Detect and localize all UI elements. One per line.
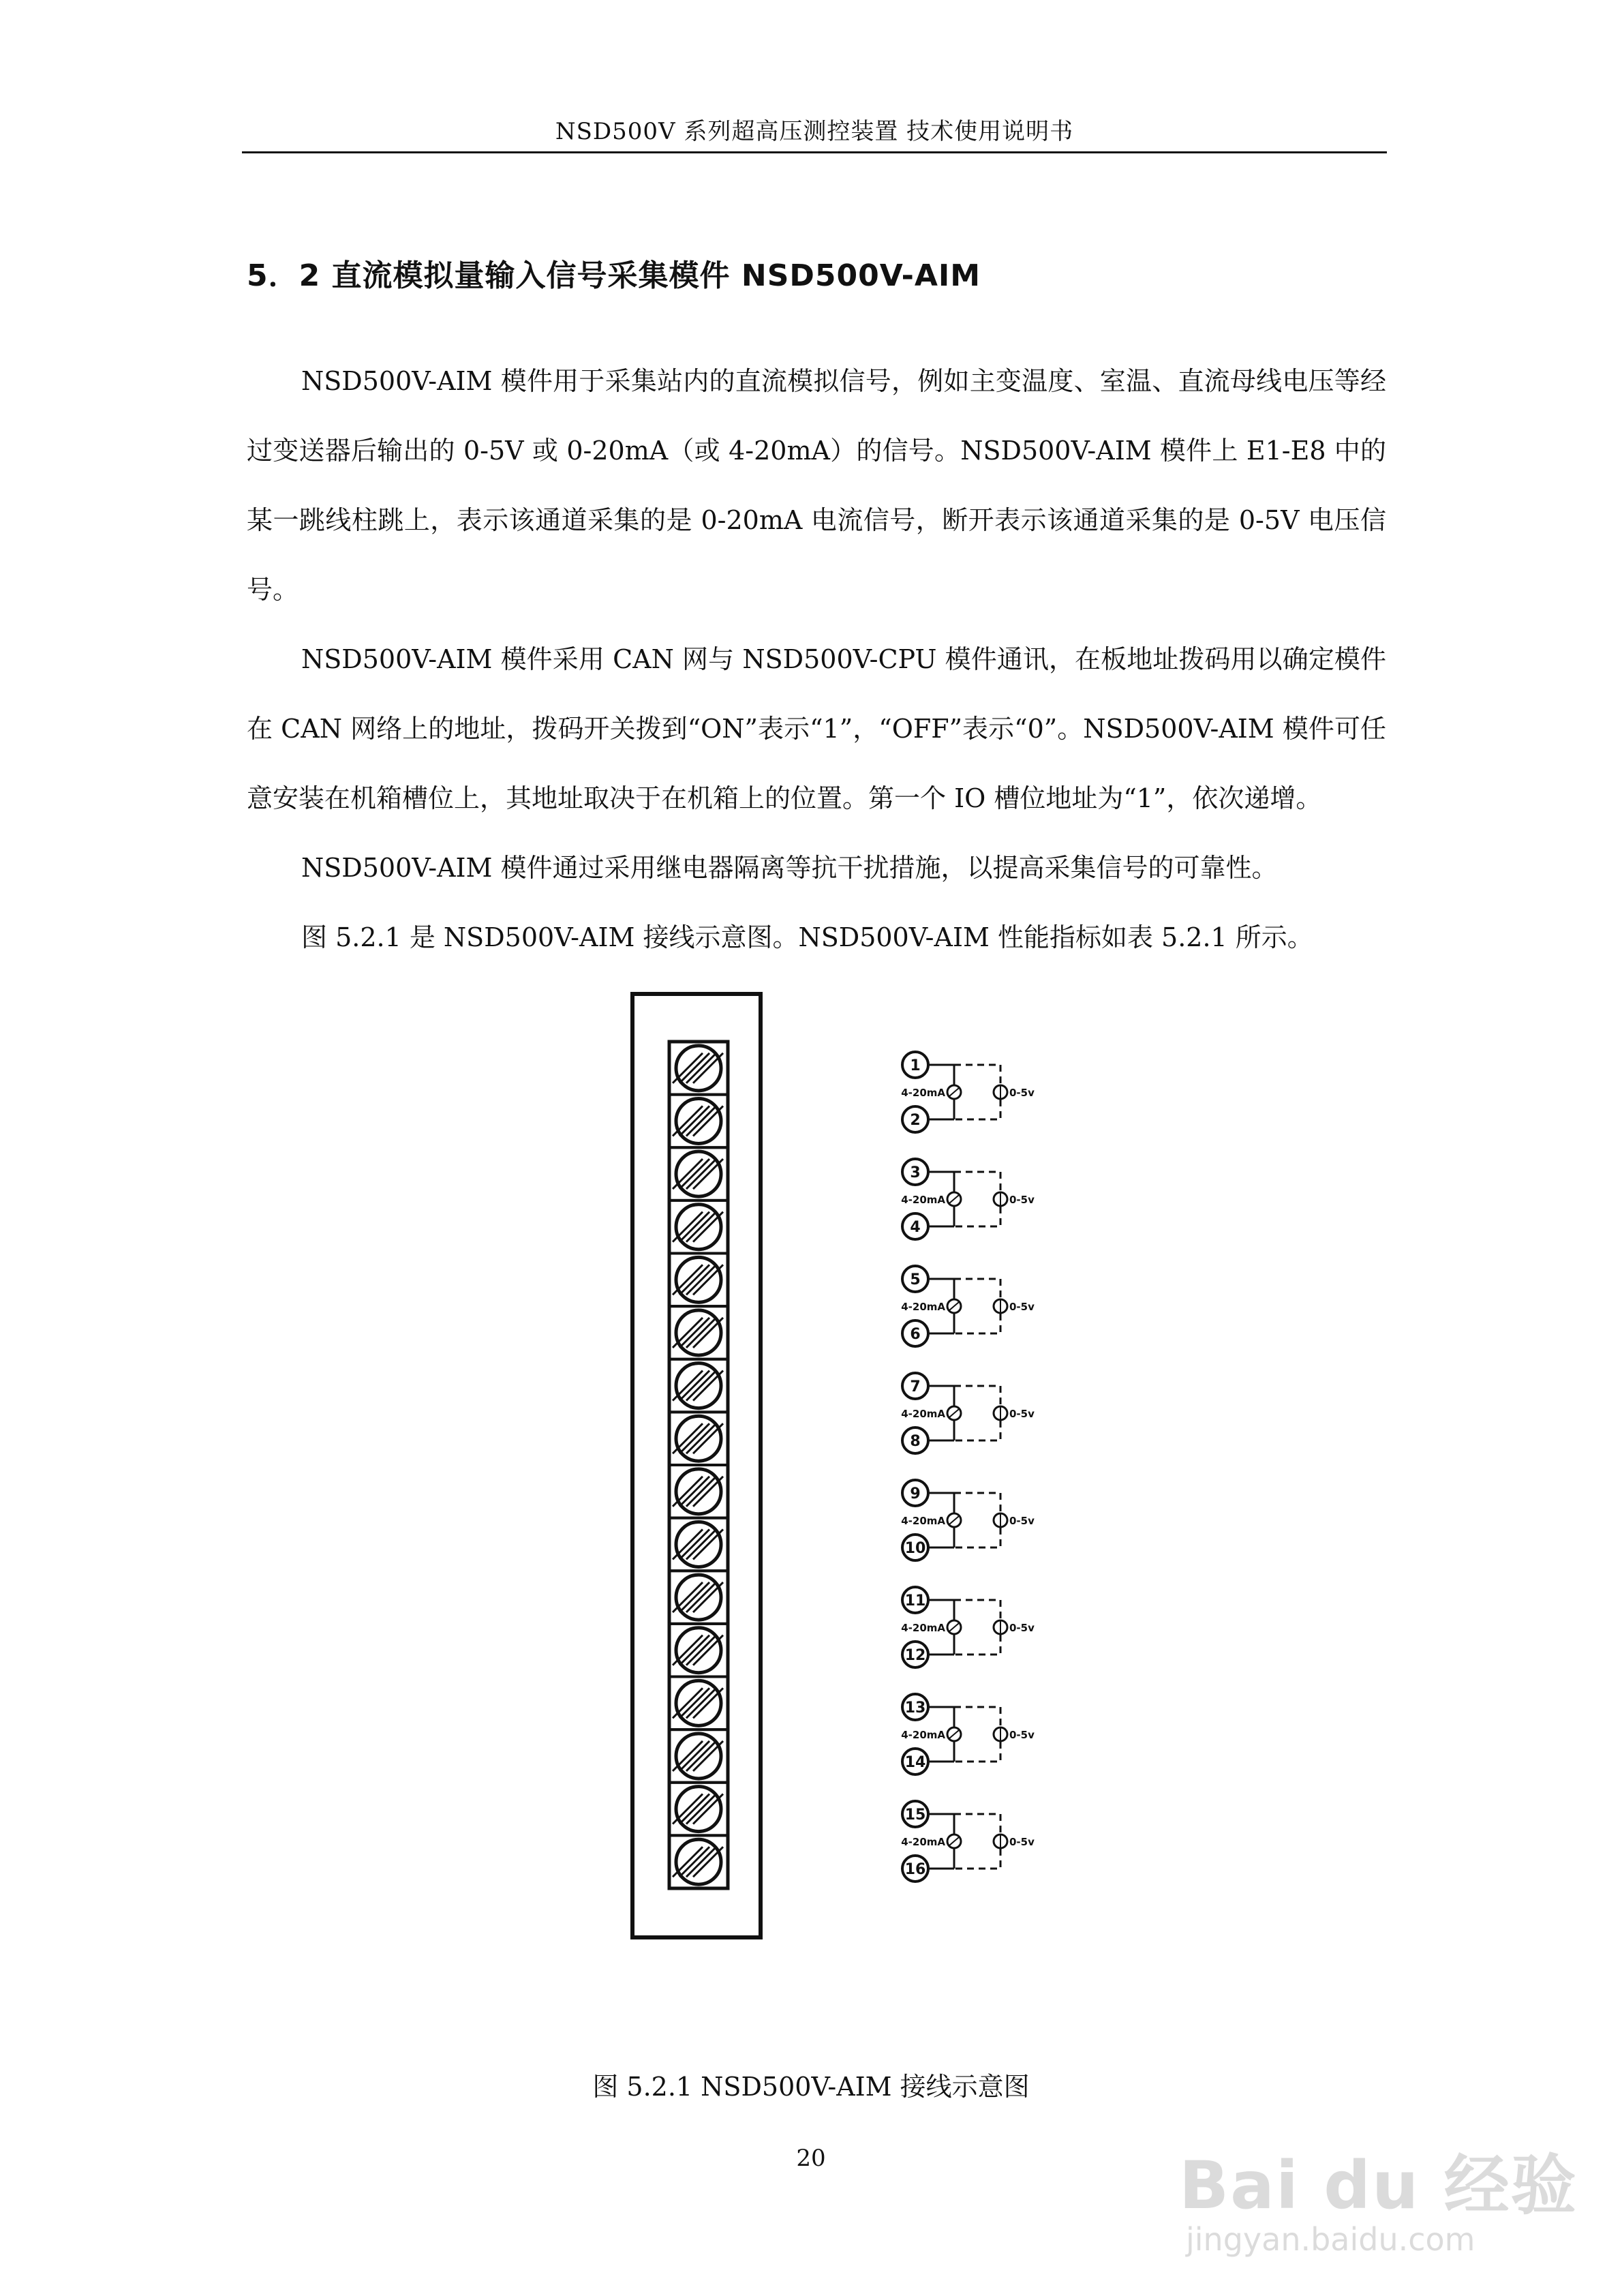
channel-1 [901,1052,1035,1132]
pin-number: 7 [910,1378,921,1395]
current-label: 4-20mA [901,1194,945,1206]
paragraph: NSD500V-AIM 模件采用 CAN 网与 NSD500V-CPU 模件通讯，在板地址拨码用以确定模件在 CAN 网络上的地址，拨码开关拨到“ON”表示“1”，“OFF”表示“0”。NSD500V-AIM 模件可任意安装在机箱槽位上，其地址取决于在机箱上的位置。第一个 IO 槽位地址为“1”，依次递增。 [247,644,1386,813]
channel-3 [901,1266,1035,1346]
voltage-label: 0-5v [1009,1515,1035,1527]
channel-2 [901,1159,1035,1239]
current-label: 4-20mA [901,1515,945,1527]
terminal-screw [669,1306,728,1359]
pin-number: 11 [904,1592,926,1610]
terminal-screw [669,1518,728,1571]
current-label: 4-20mA [901,1836,945,1848]
voltage-label: 0-5v [1009,1729,1035,1741]
voltage-label: 0-5v [1009,1836,1035,1848]
screw-head [676,1839,721,1884]
channel-4 [901,1373,1035,1453]
body-text [247,346,1386,972]
screw-head [676,1151,721,1196]
screw-head [676,1628,721,1673]
terminal-screw [669,1624,728,1677]
pin-number: 3 [910,1164,921,1181]
channel-8 [901,1801,1035,1882]
screw-head [676,1205,721,1250]
screw-head [676,1416,721,1461]
voltage-label: 0-5v [1009,1301,1035,1313]
terminal-screw [669,1200,728,1254]
current-label: 4-20mA [901,1408,945,1420]
terminal-screw [669,1783,728,1836]
section-title: 5．2 直流模拟量输入信号采集模件 NSD500V-AIM [247,258,981,293]
paragraph: 图 5.2.1 是 NSD500V-AIM 接线示意图。NSD500V-AIM 性能指标如表 5.2.1 所示。 [301,922,1313,952]
pin-number: 2 [910,1112,921,1129]
terminal-screw [669,1835,728,1888]
screw-head [676,1098,721,1143]
pin-number: 1 [910,1057,921,1074]
terminal-screw [669,1729,728,1783]
terminal-screw [669,1465,728,1518]
channel-6 [901,1587,1035,1667]
terminal-screw [669,1147,728,1200]
terminal-block [632,994,761,1937]
screw-head [676,1787,721,1832]
pin-number: 5 [910,1271,921,1288]
voltage-label: 0-5v [1009,1408,1035,1420]
screw-head [676,1257,721,1302]
terminal-screw [669,1095,728,1148]
screw-head [676,1363,721,1408]
voltage-label: 0-5v [1009,1087,1035,1099]
watermark-brand: Bai du 经验 [1179,2147,1578,2224]
screw-head [676,1046,721,1091]
figure-caption: 图 5.2.1 NSD500V-AIM 接线示意图 [592,2072,1030,2102]
voltage-label: 0-5v [1009,1194,1035,1206]
channel-7 [901,1694,1035,1774]
screw-head [676,1575,721,1620]
watermark-url: jingyan.baidu.com [1186,2221,1475,2258]
terminal-screw [669,1677,728,1730]
pin-number: 8 [910,1433,921,1450]
paragraph: NSD500V-AIM 模件用于采集站内的直流模拟信号，例如主变温度、室温、直流母线电压等经过变送器后输出的 0-5V 或 0-20mA（或 4-20mA）的信号。NSD500V-AIM 模件上 E1-E8 中的某一跳线柱跳上，表示该通道采集的是 0-20mA 电流信号，断开表示该通道采集的是 0-5V 电压信号。 [247,366,1386,605]
terminal-screw [669,1571,728,1624]
wiring-diagram [627,988,1431,1943]
pin-number: 4 [910,1219,921,1236]
current-label: 4-20mA [901,1301,945,1313]
terminal-screw [669,1359,728,1413]
baidu-watermark [1159,2134,1581,2284]
pin-number: 9 [910,1485,921,1502]
screw-head [676,1734,721,1779]
channel-schematics [901,1052,1035,1882]
page-number: 20 [796,2145,826,2172]
current-label: 4-20mA [901,1729,945,1741]
pin-number: 10 [904,1540,926,1557]
document-header: NSD500V 系列超高压测控装置 技术使用说明书 [555,118,1074,145]
screw-head [676,1522,721,1567]
terminal-screw [669,1412,728,1465]
screw-head [676,1680,721,1725]
current-label: 4-20mA [901,1087,945,1099]
pin-number: 14 [904,1754,926,1771]
channel-5 [901,1480,1035,1560]
pin-number: 16 [904,1861,926,1878]
current-label: 4-20mA [901,1622,945,1634]
pin-number: 15 [904,1807,926,1824]
pin-number: 13 [904,1700,926,1717]
screw-head [676,1310,721,1355]
terminal-screw [669,1042,728,1095]
voltage-label: 0-5v [1009,1622,1035,1634]
screw-head [676,1469,721,1514]
pin-number: 6 [910,1326,921,1343]
header-rule [242,151,1387,153]
terminal-screw [669,1254,728,1307]
paragraph: NSD500V-AIM 模件通过采用继电器隔离等抗干扰措施，以提高采集信号的可靠性。 [301,853,1278,883]
pin-number: 12 [904,1647,926,1664]
